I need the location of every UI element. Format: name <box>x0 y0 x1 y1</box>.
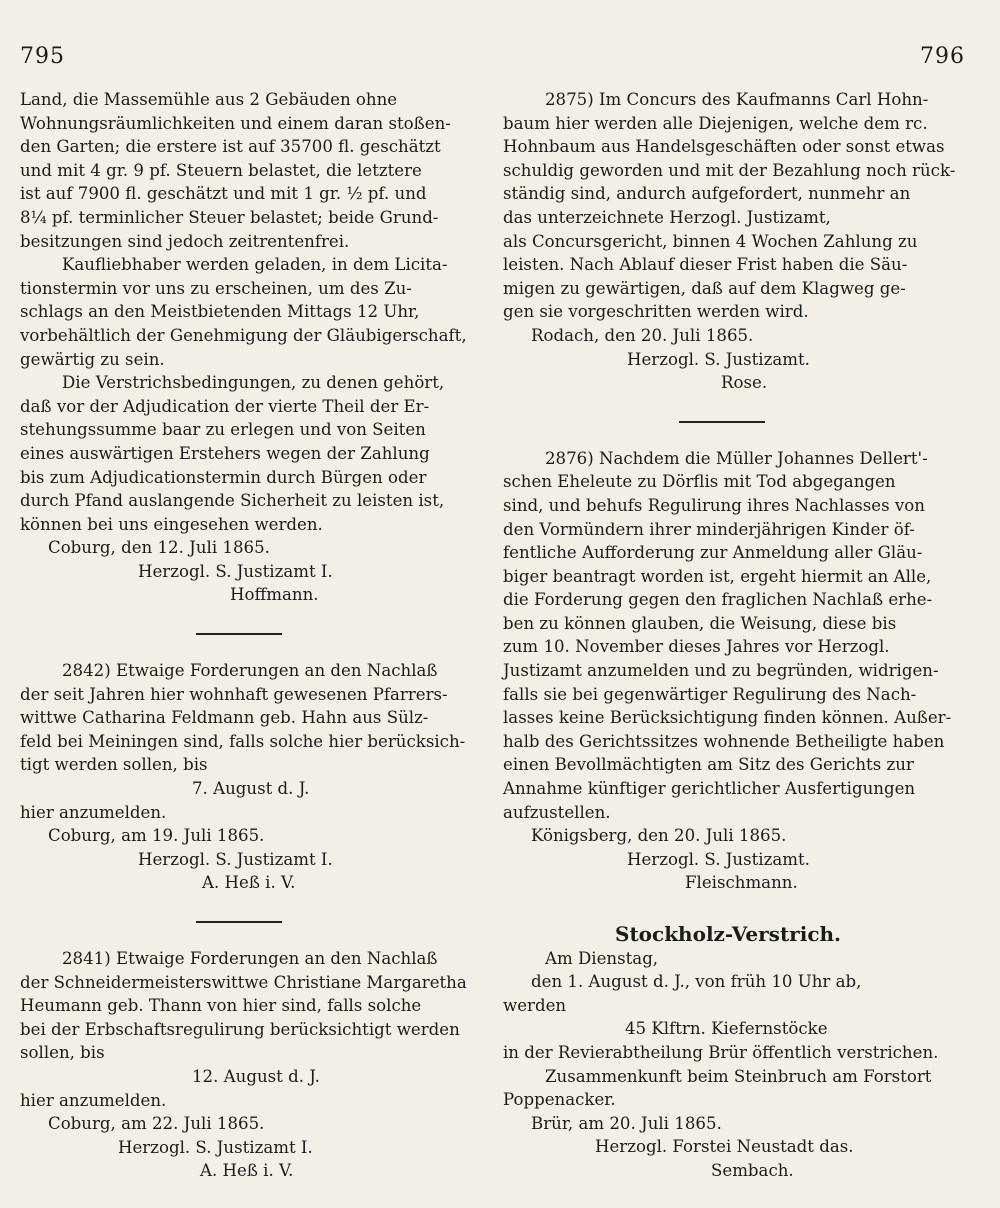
text-line: gen sie vorgeschritten werden wird. <box>503 302 809 322</box>
text-line: tionstermin vor uns zu erscheinen, um des Zu- <box>20 278 412 298</box>
official-name: A. Heß i. V. <box>202 873 296 893</box>
text-line: 2876) Nachdem die Müller Johannes Dellert'- <box>545 448 928 468</box>
text-line: halb des Gerichtssitzes wohnende Betheiligte haben <box>503 731 945 751</box>
right-column <box>503 88 958 1183</box>
text-line: das unterzeichnete Herzogl. Justizamt, <box>503 207 831 227</box>
page-number-left: 795 <box>20 44 65 69</box>
text-line: Wohnungsräumlichkeiten und einem daran stoßen- <box>20 113 451 133</box>
text-line: daß vor der Adjudication der vierte Theil der Er- <box>20 396 430 416</box>
office-signature: Herzogl. S. Justizamt. <box>627 349 810 369</box>
text-line: biger beantragt worden ist, ergeht hiermit an Alle, <box>503 566 932 586</box>
text-line: werden <box>503 995 567 1015</box>
text-line: gewärtig zu sein. <box>20 349 165 369</box>
text-line: Am Dienstag, <box>545 948 659 968</box>
text-line: baum hier werden alle Diejenigen, welche dem rc. <box>503 113 928 133</box>
office-signature: Herzogl. Forstei Neustadt das. <box>595 1137 854 1157</box>
text-line: der Schneidermeisterswittwe Christiane Margaretha <box>20 972 467 992</box>
text-line: falls sie bei gegenwärtiger Regulirung des Nach- <box>503 684 917 704</box>
text-line: hier anzumelden. <box>20 802 167 822</box>
text-line: bei der Erbschaftsregulirung berücksichtigt werden <box>20 1019 460 1039</box>
text-line: schen Eheleute zu Dörflis mit Tod abgegangen <box>503 472 896 492</box>
text-line: 45 Klftrn. Kiefernstöcke <box>625 1019 828 1039</box>
deadline-date: 7. August d. J. <box>192 779 310 799</box>
text-line: Hohnbaum aus Handelsgeschäften oder sonst etwas <box>503 137 945 157</box>
section-divider <box>196 633 282 635</box>
text-line: zum 10. November dieses Jahres vor Herzogl. <box>503 637 890 657</box>
text-line: feld bei Meiningen sind, falls solche hier berücksich- <box>20 731 466 751</box>
text-line: Annahme künftiger gerichtlicher Ausfertigungen <box>503 779 916 799</box>
place-date: Brür, am 20. Juli 1865. <box>531 1113 722 1133</box>
section-divider <box>679 421 765 423</box>
text-line: Zusammenkunft beim Steinbruch am Forstort <box>545 1066 932 1086</box>
text-line: Land, die Massemühle aus 2 Gebäuden ohne <box>20 90 398 109</box>
official-name: Fleischmann. <box>685 873 798 893</box>
section-heading: Stockholz-Verstrich. <box>615 922 841 946</box>
text-line: wittwe Catharina Feldmann geb. Hahn aus Sülz- <box>20 708 429 728</box>
text-line: Heumann geb. Thann von hier sind, falls solche <box>20 996 422 1016</box>
office-signature: Herzogl. S. Justizamt I. <box>138 561 333 581</box>
text-line: 2841) Etwaige Forderungen an den Nachlaß <box>62 949 438 968</box>
text-line: in der Revierabtheilung Brür öffentlich verstrichen. <box>503 1042 939 1062</box>
place-date: Coburg, am 19. Juli 1865. <box>48 826 265 846</box>
text-line: Die Verstrichsbedingungen, zu denen gehört, <box>62 373 445 393</box>
office-signature: Herzogl. S. Justizamt. <box>627 849 810 869</box>
text-line: stehungssumme baar zu erlegen und von Seiten <box>20 420 426 440</box>
text-line: können bei uns eingesehen werden. <box>20 514 323 534</box>
text-line: die Forderung gegen den fraglichen Nachlaß erhe- <box>503 590 933 610</box>
text-line: den 1. August d. J., von früh 10 Uhr ab, <box>531 972 862 992</box>
official-name: Sembach. <box>711 1160 794 1180</box>
text-line: migen zu gewärtigen, daß auf dem Klagweg ge- <box>503 278 906 298</box>
text-line: 8¼ pf. terminlicher Steuer belastet; beide Grund- <box>20 207 439 227</box>
text-line: der seit Jahren hier wohnhaft gewesenen Pfarrers- <box>20 684 448 704</box>
page-number-right: 796 <box>920 44 965 69</box>
text-line: aufzustellen. <box>503 802 611 822</box>
office-signature: Herzogl. S. Justizamt I. <box>138 849 333 869</box>
section-divider <box>196 921 282 923</box>
text-line: hier anzumelden. <box>20 1090 167 1110</box>
text-line: den Garten; die erstere ist auf 35700 fl. geschätzt <box>20 137 441 157</box>
text-line: als Concursgericht, binnen 4 Wochen Zahlung zu <box>503 231 918 251</box>
text-line: sollen, bis <box>20 1043 105 1063</box>
text-line: ist auf 7900 fl. geschätzt und mit 1 gr. ½ pf. und <box>20 184 427 204</box>
text-line: eines auswärtigen Erstehers wegen der Zahlung <box>20 443 430 463</box>
place-date: Coburg, den 12. Juli 1865. <box>48 538 270 558</box>
text-line: fentliche Aufforderung zur Anmeldung aller Gläu- <box>503 543 923 563</box>
deadline-date: 12. August d. J. <box>192 1066 320 1086</box>
text-line: tigt werden sollen, bis <box>20 755 208 775</box>
text-line: einen Bevollmächtigten am Sitz des Gerichts zur <box>503 755 914 775</box>
text-line: Poppenacker. <box>503 1090 616 1110</box>
text-line: 2875) Im Concurs des Kaufmanns Carl Hohn- <box>545 90 929 109</box>
official-name: A. Heß i. V. <box>200 1161 294 1181</box>
text-line: schlags an den Meistbietenden Mittags 12 Uhr, <box>20 302 420 322</box>
text-line: bis zum Adjudicationstermin durch Bürgen oder <box>20 467 427 487</box>
text-line: 2842) Etwaige Forderungen an den Nachlaß <box>62 661 438 681</box>
place-date: Coburg, am 22. Juli 1865. <box>48 1114 265 1134</box>
text-line: ständig sind, andurch aufgefordert, nunmehr an <box>503 184 911 204</box>
place-date: Königsberg, den 20. Juli 1865. <box>531 826 787 846</box>
text-line: den Vormündern ihrer minderjährigen Kinder öf- <box>503 519 915 539</box>
text-line: Kaufliebhaber werden geladen, in dem Licita- <box>62 255 448 275</box>
text-line: leisten. Nach Ablauf dieser Frist haben die Säu- <box>503 255 908 275</box>
left-column <box>20 88 468 1183</box>
place-date: Rodach, den 20. Juli 1865. <box>531 325 754 345</box>
office-signature: Herzogl. S. Justizamt I. <box>118 1137 313 1157</box>
official-name: Rose. <box>721 373 768 393</box>
text-line: Justizamt anzumelden und zu begründen, widrigen- <box>503 661 939 681</box>
text-line: ben zu können glauben, die Weisung, diese bis <box>503 613 897 633</box>
text-line: besitzungen sind jedoch zeitrentenfrei. <box>20 231 350 251</box>
text-line: vorbehältlich der Genehmigung der Gläubigerschaft, <box>20 325 467 345</box>
text-line: durch Pfand auslangende Sicherheit zu leisten ist, <box>20 491 445 511</box>
text-line: und mit 4 gr. 9 pf. Steuern belastet, die letztere <box>20 160 422 180</box>
official-name: Hoffmann. <box>230 585 319 605</box>
text-line: schuldig geworden und mit der Bezahlung noch rück- <box>503 160 956 180</box>
text-line: lasses keine Berücksichtigung finden können. Außer- <box>503 708 952 728</box>
text-line: sind, und behufs Regulirung ihres Nachlasses von <box>503 495 925 515</box>
